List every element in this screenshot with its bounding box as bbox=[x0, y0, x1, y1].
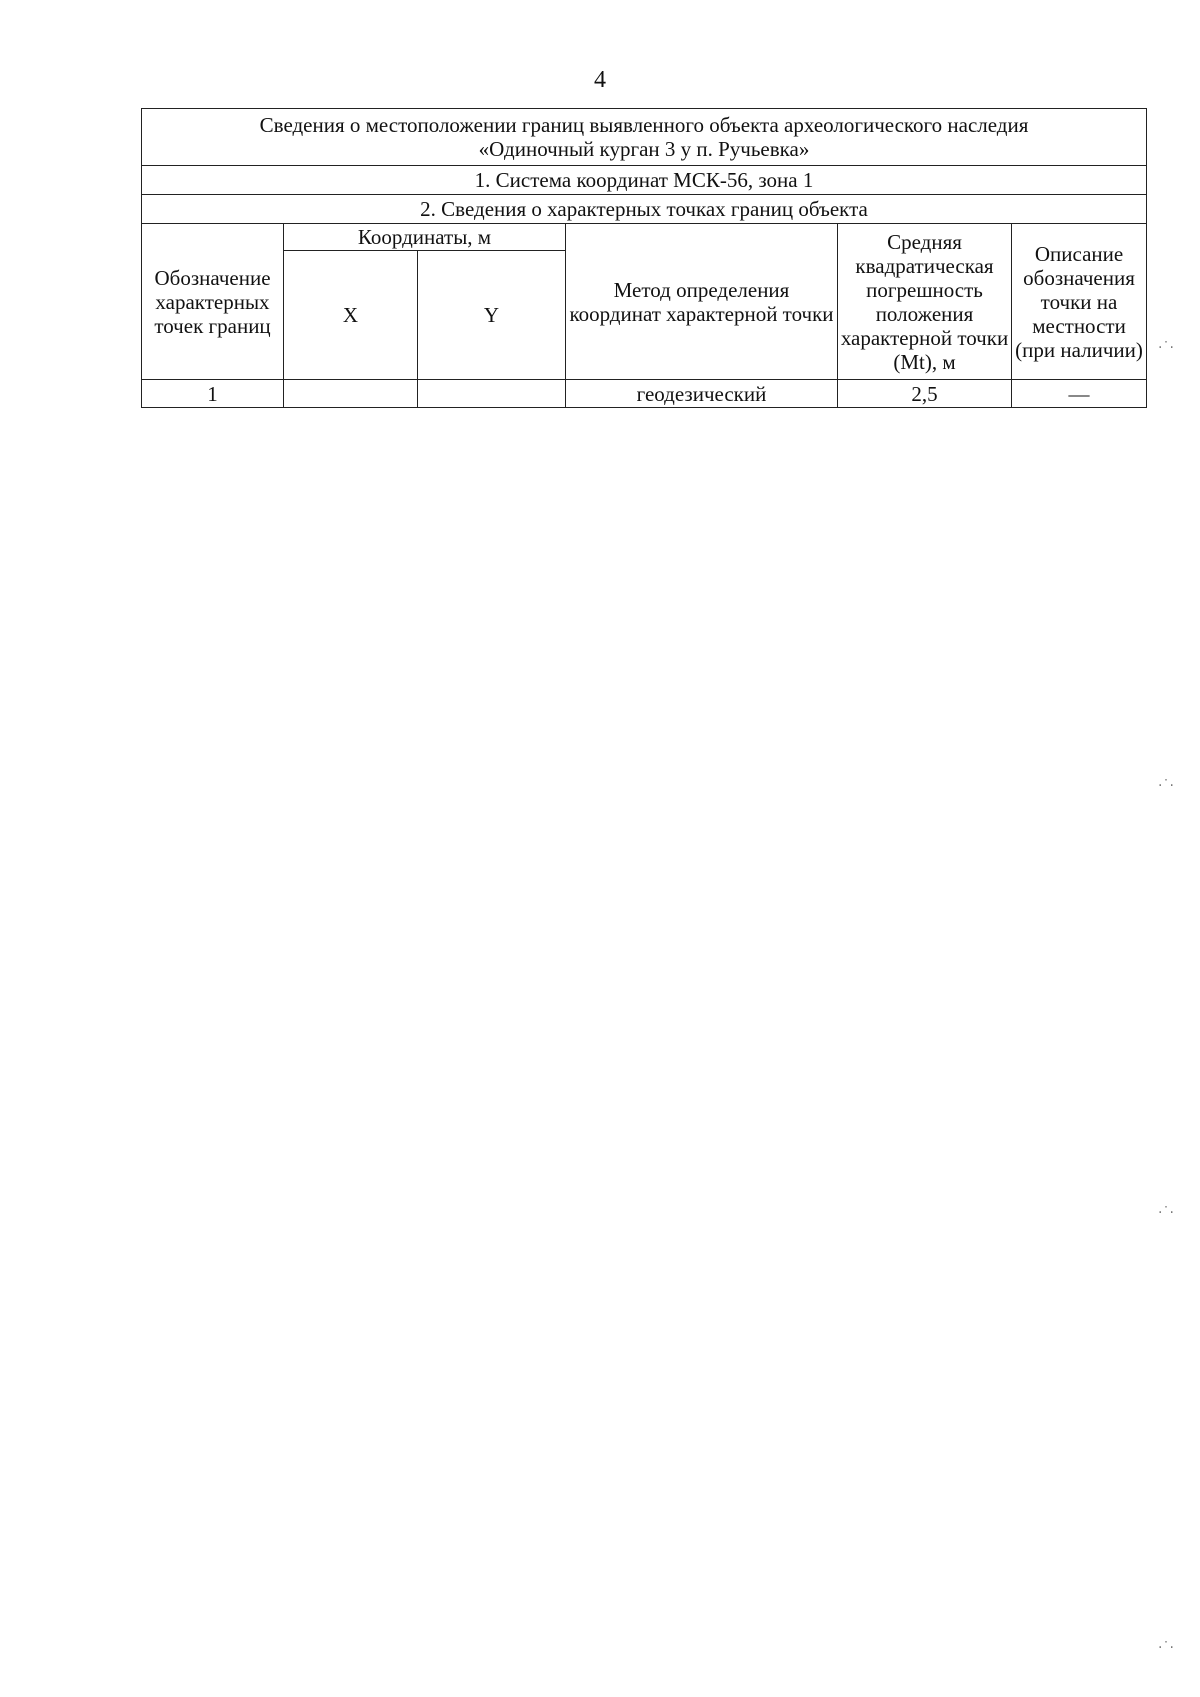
points-info-row: 2. Сведения о характерных точках границ объекта bbox=[142, 195, 1147, 224]
header-x: X bbox=[284, 251, 418, 380]
cell-x bbox=[284, 380, 418, 408]
coordinate-system-row: 1. Система координат МСК-56, зона 1 bbox=[142, 166, 1147, 195]
boundary-points-table bbox=[141, 108, 1147, 408]
table-title bbox=[142, 109, 1147, 166]
cell-error: 2,5 bbox=[838, 380, 1012, 408]
header-designation: Обозначение характерных точек границ bbox=[142, 224, 284, 380]
cell-y bbox=[418, 380, 566, 408]
cell-description: — bbox=[1012, 380, 1147, 408]
scan-speckle: ·˙· bbox=[1158, 778, 1174, 794]
header-method: Метод определения координат характерной точки bbox=[566, 224, 838, 380]
header-y: Y bbox=[418, 251, 566, 380]
table-title-line2: «Одиночный курган 3 у п. Ручьевка» bbox=[478, 137, 810, 161]
table-row bbox=[142, 380, 1147, 408]
table-title-line1: Сведения о местоположении границ выявленного объекта археологического наследия bbox=[259, 113, 1029, 137]
header-error: Средняя квадратическая погрешность положения характерной точки (Mt), м bbox=[838, 224, 1012, 380]
scan-speckle: ·˙· bbox=[1158, 1205, 1174, 1221]
header-description: Описание обозначения точки на местности (при наличии) bbox=[1012, 224, 1147, 380]
scan-speckle: ·˙· bbox=[1158, 340, 1174, 356]
header-coordinates: Координаты, м bbox=[284, 224, 566, 251]
page-number: 4 bbox=[594, 67, 606, 93]
cell-method: геодезический bbox=[566, 380, 838, 408]
cell-point: 1 bbox=[142, 380, 284, 408]
scan-speckle: ·˙· bbox=[1158, 1640, 1174, 1656]
